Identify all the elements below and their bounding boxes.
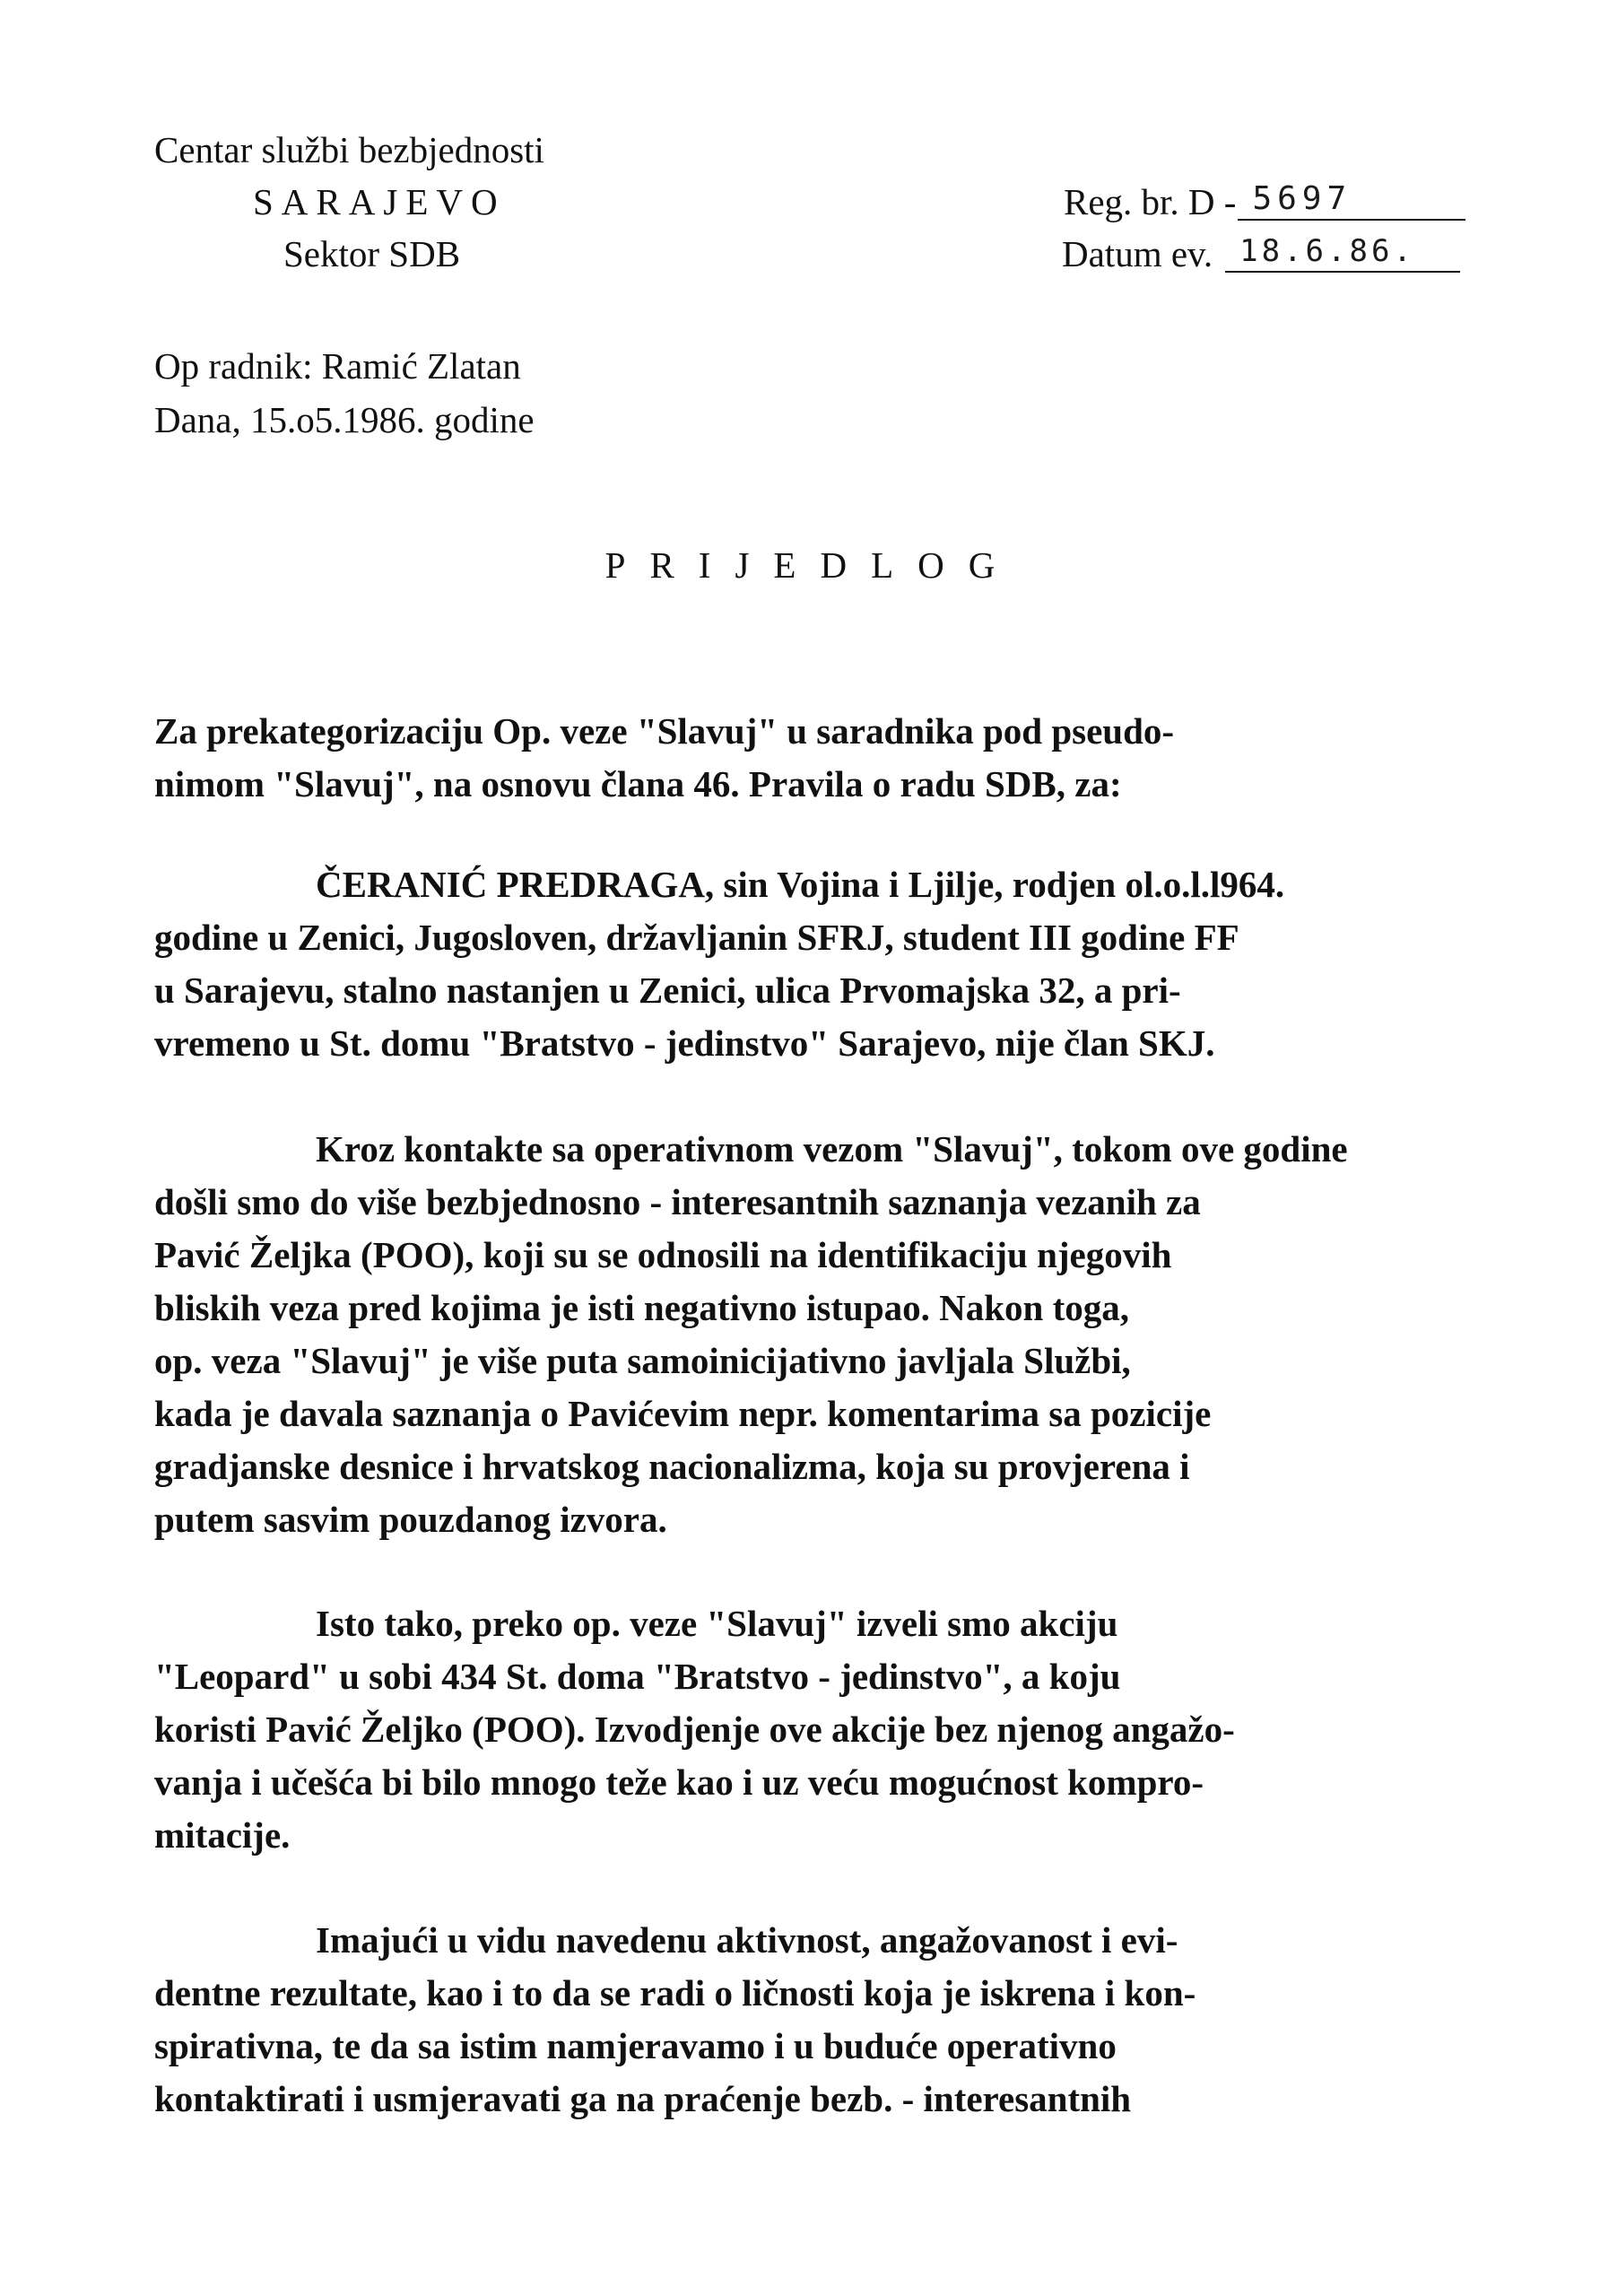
text-line: Kroz kontakte sa operativnom vezom "Slavuj", tokom ove godine <box>316 1128 1348 1170</box>
paragraph-subject <box>154 858 1500 1070</box>
registry-number-label: Reg. br. D - <box>1064 181 1237 222</box>
org-name: Centar službi bezbjednosti <box>154 129 544 170</box>
text-line: Isto tako, preko op. veze "Slavuj" izveli smo akciju <box>316 1603 1118 1644</box>
text-line: Za prekategorizaciju Op. veze "Slavuj" u saradnika pod pseudo- <box>154 710 1175 752</box>
registry-date-row <box>1062 228 1494 280</box>
text-line: ČERANIĆ PREDRAGA, sin Vojina i Ljilje, rodjen ol.o.l.l964. <box>316 864 1285 905</box>
text-line: došli smo do više bezbjednosno - interesantnih saznanja vezanih za <box>154 1181 1201 1222</box>
text-line: op. veza "Slavuj" je više puta samoinicijativno javljala Službi, <box>154 1340 1131 1381</box>
organization-header <box>154 124 657 280</box>
text-line: u Sarajevu, stalno nastanjen u Zenici, ulica Prvomajska 32, a pri- <box>154 970 1181 1011</box>
text-line: gradjanske desnice i hrvatskog nacionalizma, koja su provjerena i <box>154 1446 1190 1487</box>
registry-number-row <box>1064 176 1494 228</box>
operator-line: Op radnik: Ramić Zlatan <box>154 345 521 387</box>
text-line: mitacije. <box>154 1814 291 1856</box>
registry-date-value: 18.6.86. <box>1225 233 1460 273</box>
text-line: vremeno u St. domu "Bratstvo - jedinstvo" Sarajevo, nije član SKJ. <box>154 1022 1215 1064</box>
text-line: Imajući u vidu navedenu aktivnost, angažovanost i evi- <box>316 1919 1178 1961</box>
text-line: nimom "Slavuj", na osnovu člana 46. Pravila o radu SDB, za: <box>154 763 1122 804</box>
registry-date-label: Datum ev. <box>1062 233 1213 274</box>
paragraph-conclusion <box>154 1914 1500 2126</box>
text-line: godine u Zenici, Jugosloven, državljanin SFRJ, student III godine FF <box>154 917 1239 958</box>
text-line: kada je davala saznanja o Pavićevim nepr. komentarima sa pozicije <box>154 1393 1212 1434</box>
org-sector: Sektor SDB <box>283 233 461 274</box>
document-meta <box>154 339 535 447</box>
text-line: dentne rezultate, kao i to da se radi o ličnosti koja je iskrena i kon- <box>154 1972 1196 2013</box>
text-line: Pavić Željka (POO), koji su se odnosili na identifikaciju njegovih <box>154 1234 1172 1275</box>
text-line: kontaktirati i usmjeravati ga na praćenje bezb. - interesantnih <box>154 2078 1132 2119</box>
registry-number-value: 5697 <box>1238 181 1465 221</box>
org-city: SARAJEVO <box>253 181 506 222</box>
paragraph-action <box>154 1597 1500 1862</box>
document-title: PRIJEDLOG <box>604 544 1020 586</box>
text-line: spirativna, te da sa istim namjeravamo i u buduće operativno <box>154 2025 1117 2066</box>
paragraph-contacts <box>154 1123 1500 1546</box>
text-line: koristi Pavić Željko (POO). Izvodjenje ove akcije bez njenog angažo- <box>154 1709 1235 1750</box>
text-line: vanja i učešća bi bilo mnogo teže kao i uz veću mogućnost kompro- <box>154 1761 1204 1803</box>
registry-block <box>1064 176 1494 280</box>
text-line: bliskih veza pred kojima je isti negativno istupao. Nakon toga, <box>154 1287 1130 1328</box>
date-line: Dana, 15.o5.1986. godine <box>154 399 535 440</box>
text-line: "Leopard" u sobi 434 St. doma "Bratstvo - jedinstvo", a koju <box>154 1656 1121 1697</box>
paragraph-intro <box>154 705 1500 811</box>
text-line: putem sasvim pouzdanog izvora. <box>154 1499 667 1540</box>
